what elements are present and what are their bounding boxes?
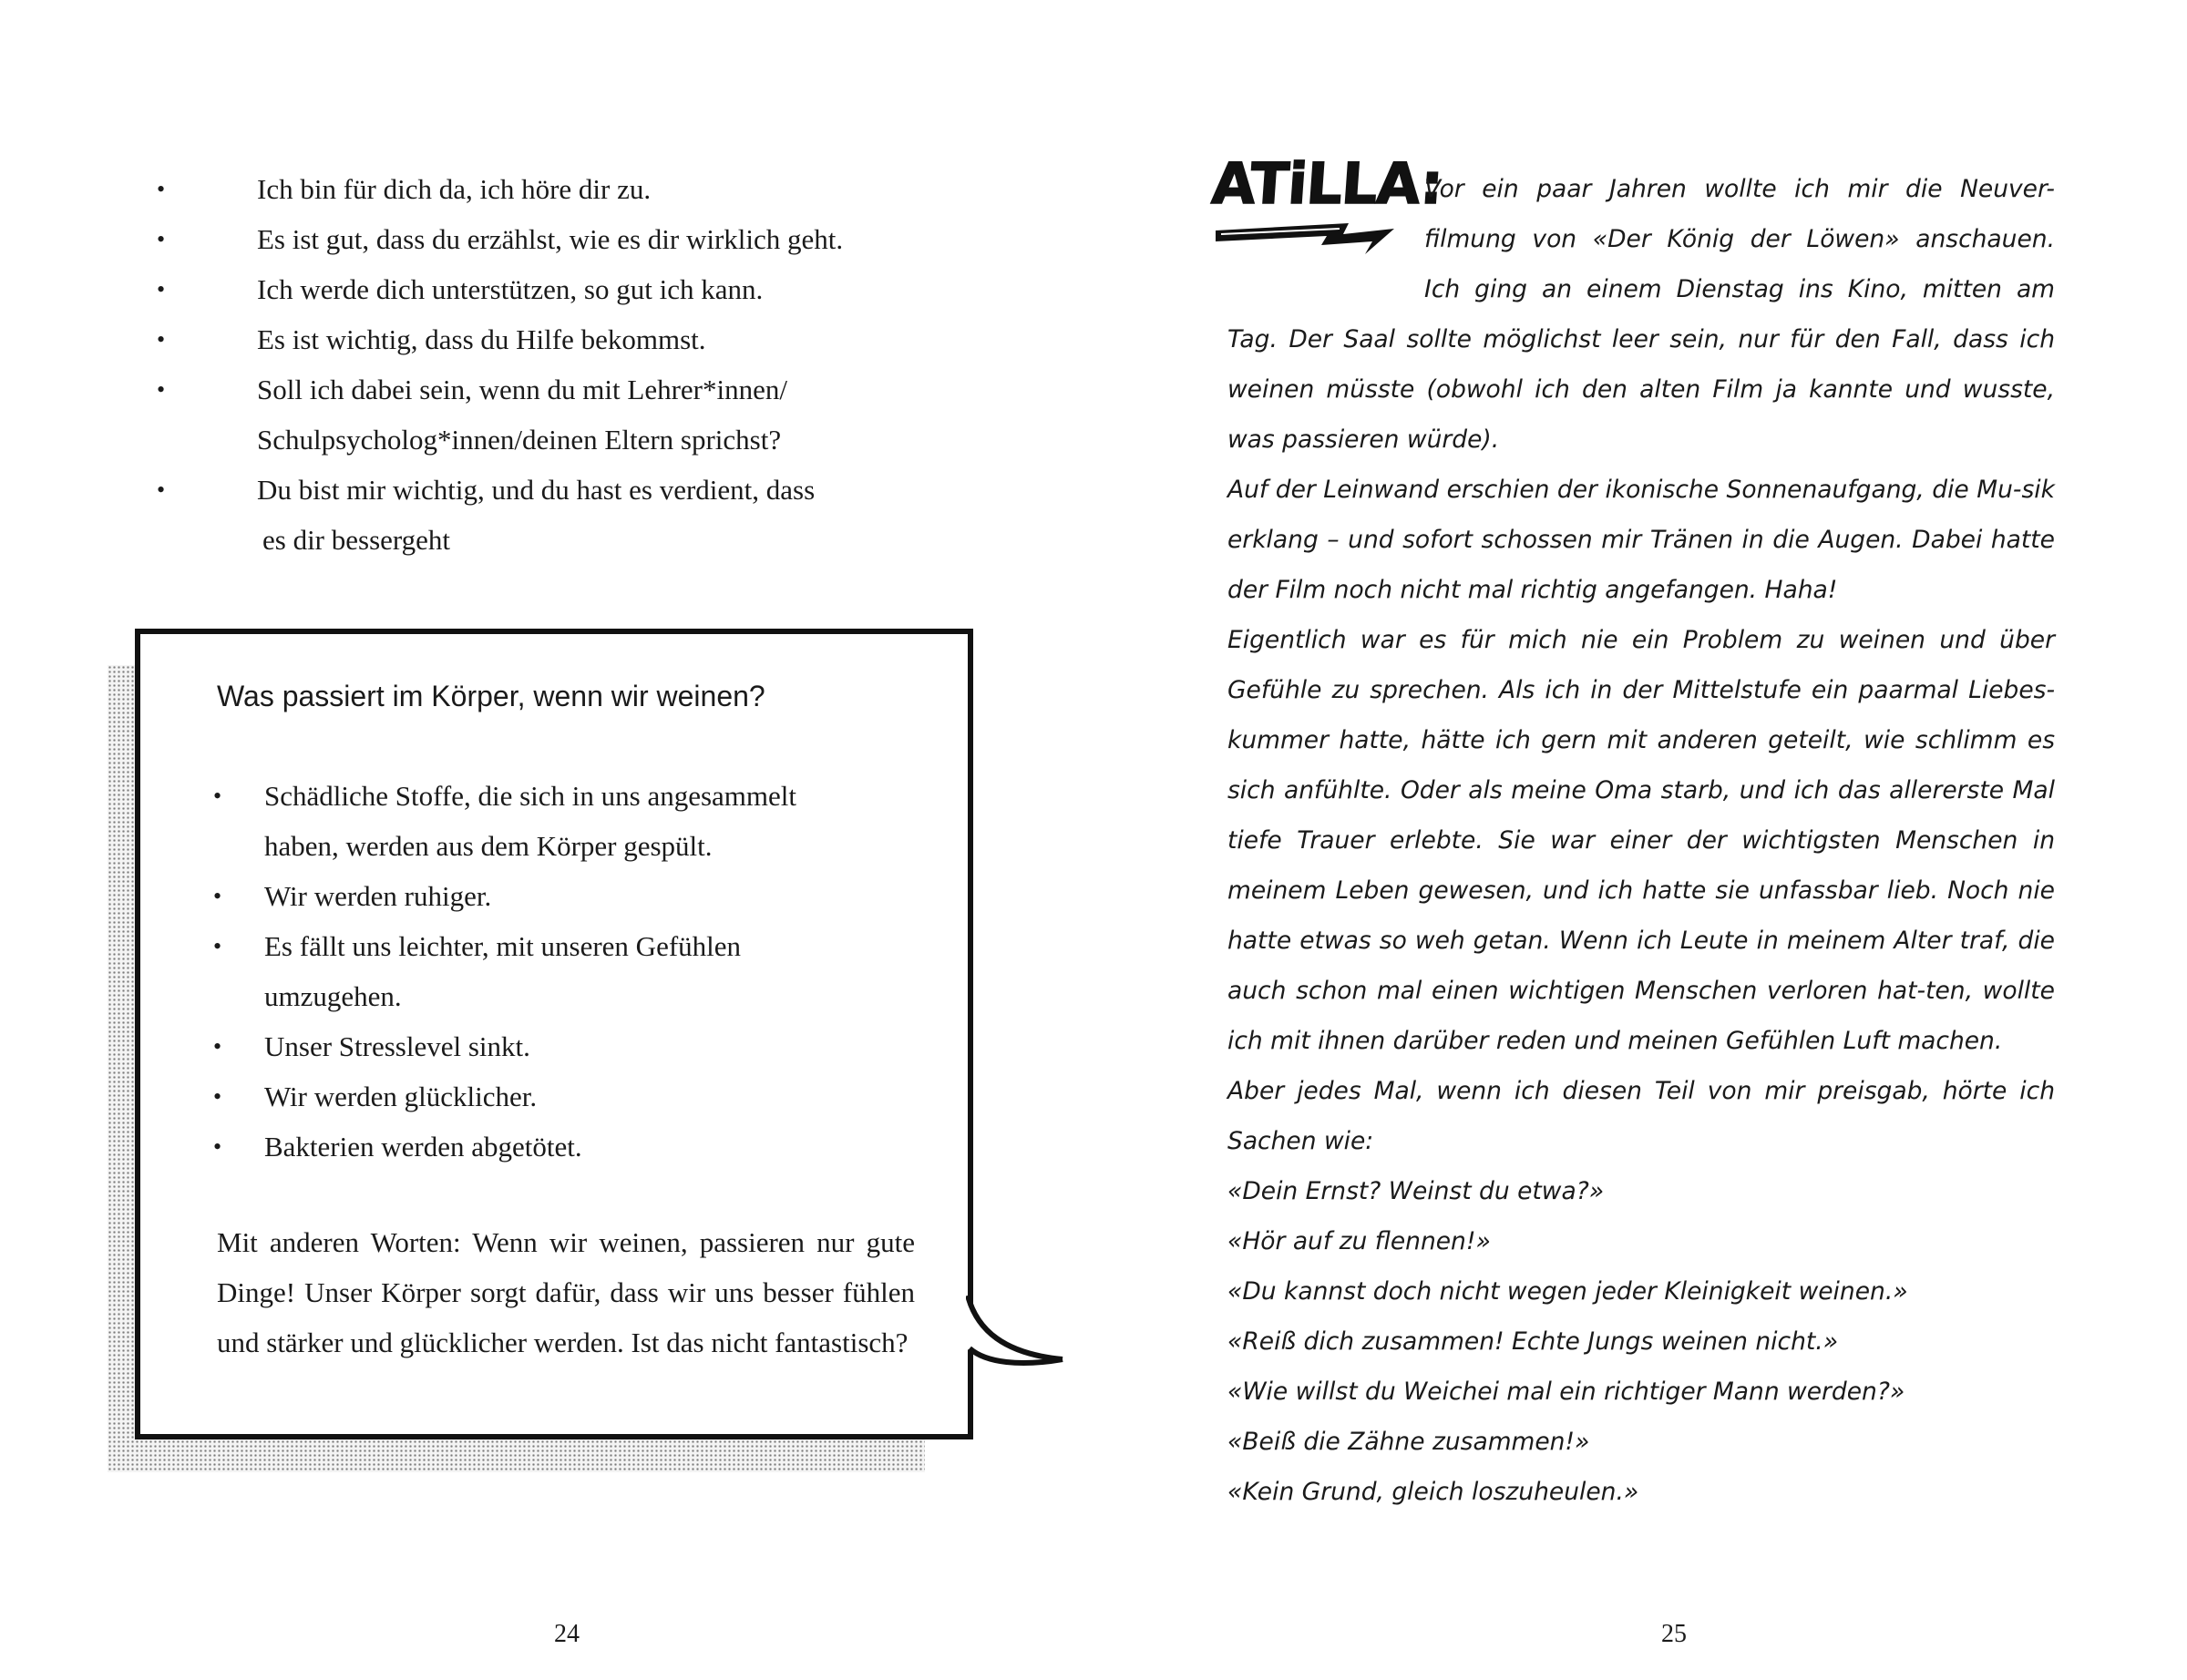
info-box-list [213,771,906,1172]
list-item: • Du bist mir wichtig, und du hast es verdient, dass es dir bessergeht [157,465,940,565]
list-item: • Schädliche Stoffe, die sich in uns angesammelt haben, werden aus dem Körper gespült. [213,771,906,871]
quote-line: «Wie willst du Weichei mal ein richtiger Mann werden?» [1227,1378,1905,1406]
list-item: • Ich werde dich unterstützen, so gut ich kann. [157,264,940,314]
bullet-icon: • [157,326,166,353]
story-paragraph: Aber jedes Mal, wenn ich diesen Teil von mir preisgab, hörte ich Sachen wie: [1227,1077,2055,1155]
support-phrases-list [157,164,940,565]
quote-line: «Reiß dich zusammen! Echte Jungs weinen nicht.» [1227,1327,1839,1356]
info-box-title: Was passiert im Körper, wenn wir weinen? [217,680,765,712]
list-item: • Es ist wichtig, dass du Hilfe bekommst. [157,314,940,364]
bullet-icon: • [157,176,166,202]
list-item: • Wir werden glücklicher. [213,1071,906,1122]
story-paragraph: Auf der Leinwand erschien der ikonische Sonnenaufgang, die Mu-sik erklang – und sofort schossen mir Tränen in die Augen. Dabei hatte der Film noch nicht mal richtig angefangen. Haha! [1227,476,2055,604]
speaker-name: ATiLLA: [1209,150,1445,217]
story-intro: Vor ein paar Jahren wollte ich mir die Neuver- filmung von «Der König der Löwen» anschauen. Ich ging an einem Dienstag ins Kino, mitten am [1424,175,2055,303]
bullet-icon: • [213,783,222,809]
bullet-icon: • [157,376,166,403]
bullet-icon: • [157,276,166,302]
quote-line: «Du kannst doch nicht wegen jeder Kleinigkeit weinen.» [1227,1277,1908,1306]
story-paragraph: Eigentlich war es für mich nie ein Problem zu weinen und über Gefühle zu sprechen. Als ich in der Mittelstufe ein paarmal Liebes-kummer hatte, hätte ich gern mit anderen geteilt, wie schlimm es sich anfühlte. Oder als meine Oma starb, und ich das allererste Mal tiefe Trauer erlebte. Sie war einer der wichtigsten Menschen in meinem Leben gewesen, und ich hatte sie unfassbar lieb. Noch nie hatte etwas so weh getan. Wenn ich Leute in meinem Alter traf, die auch schon mal einen wichtigen Menschen verloren hat-ten, wollte ich mit ihnen darüber reden und meinen Gefühlen Luft machen. [1227,626,2055,1055]
bullet-icon: • [213,1133,222,1160]
quote-line: «Beiß die Zähne zusammen!» [1227,1428,1590,1456]
quote-line: «Kein Grund, gleich loszuheulen.» [1227,1478,1639,1506]
bullet-icon: • [157,476,166,503]
story-text [1227,164,2055,1517]
info-box-conclusion: Mit anderen Worten: Wenn wir weinen, passieren nur gute Dinge! Unser Körper sorgt dafür, dass wir uns besser fühlen und stärker und glücklicher werden. Ist das nicht fantastisch? [217,1226,915,1358]
info-box [135,629,973,1439]
right-page [1094,0,2187,1680]
bullet-icon: • [213,1083,222,1110]
page-number: 24 [554,1620,580,1648]
story-paragraph: Tag. Der Saal sollte möglichst leer sein, nur für den Fall, dass ich weinen müsste (obwohl ich den alten Film ja kannte und wusste, was passieren würde). [1227,325,2055,454]
list-item: • Wir werden ruhiger. [213,871,906,921]
list-item: • Soll ich dabei sein, wenn du mit Lehrer*innen/ Schulpsycholog*innen/deinen Eltern sprichst? [157,364,940,465]
list-item: • Ich bin für dich da, ich höre dir zu. [157,164,940,214]
bullet-icon: • [213,883,222,909]
quote-line: «Dein Ernst? Weinst du etwa?» [1227,1177,1605,1205]
list-item: • Es ist gut, dass du erzählst, wie es dir wirklich geht. [157,214,940,264]
list-item: • Unser Stresslevel sinkt. [213,1021,906,1071]
bullet-icon: • [157,226,166,252]
list-item: • Bakterien werden abgetötet. [213,1122,906,1172]
bullet-icon: • [213,1033,222,1060]
page-number: 25 [1661,1620,1687,1648]
list-item: • Es fällt uns leichter, mit unseren Gefühlen umzugehen. [213,921,906,1021]
quote-line: «Hör auf zu flennen!» [1227,1227,1491,1255]
speech-bubble-tail [966,1294,1066,1394]
bullet-icon: • [213,933,222,959]
